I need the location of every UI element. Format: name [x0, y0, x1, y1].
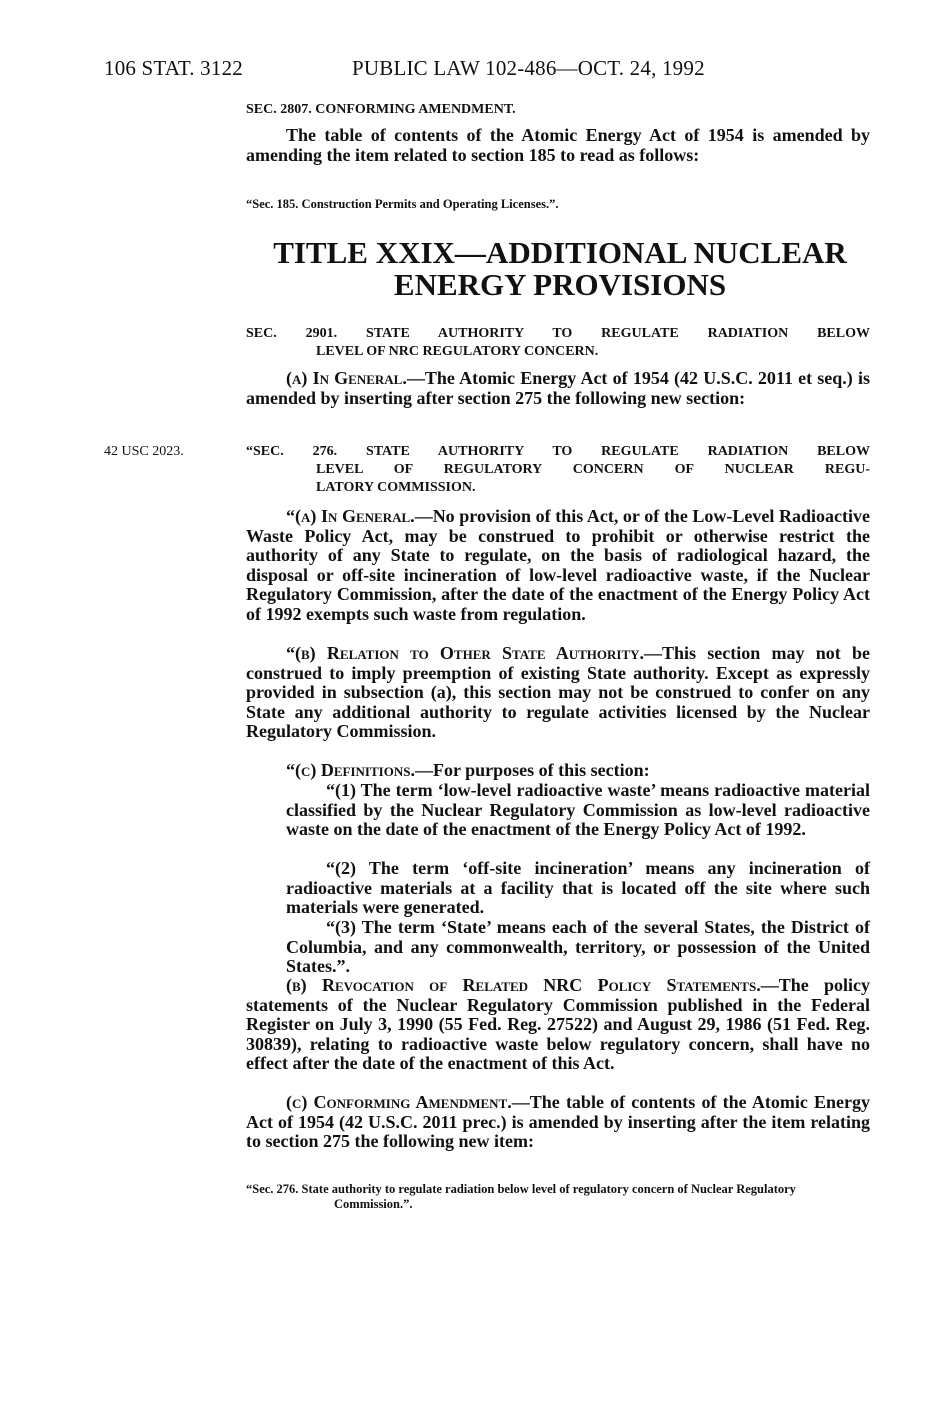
definition-1: “(1) The term ‘low-level radioactive waste’ means radioactive material classified by the Nuclear Regulatory Commission as low-level radioactive waste on the date of the enactment of the Energy Policy Act of 1992.	[286, 780, 870, 840]
revocation-subsection-b	[246, 976, 870, 1074]
title-heading-line1: TITLE XXIX—ADDITIONAL NUCLEAR	[273, 235, 847, 270]
subsection-a-text: —The Atomic Energy Act of 1954 (42 U.S.C. 2011 et seq.) is amended by inserting after section 275 the following new section:	[246, 368, 871, 408]
revocation-b-text: —The policy statements of the Nuclear Regulatory Commission published in the Federal Register on July 3, 1990 (55 Fed. Reg. 27522) and August 29, 1986 (51 Fed. Reg. 30839), relating to radioactive waste below regulatory concern, shall have no effect after the date of the enactment of this Act.	[246, 975, 870, 1074]
sec-276-c-label: “(c) Definitions.	[286, 760, 415, 780]
sec-276-subsection-a	[246, 507, 870, 625]
sec-276-heading-line1: “SEC. 276. STATE AUTHORITY TO REGULATE RADIATION BELOW	[246, 444, 870, 459]
sec-276-a-label: “(a) In General.	[286, 506, 415, 526]
definition-3: “(3) The term ‘State’ means each of the several States, the District of Columbia, and any commonwealth, territory, or possession of the United States.”.	[286, 917, 870, 977]
revocation-b-label: (b) Revocation of Related NRC Policy Statements.	[286, 975, 761, 995]
sec-276-subsection-c	[246, 761, 870, 781]
running-head-law: PUBLIC LAW 102-486—OCT. 24, 1992	[352, 56, 705, 80]
sec-276-toc-item: “Sec. 276. State authority to regulate radiation below level of regulatory concern of Nuclear Regulatory Commission.”.	[246, 1182, 796, 1211]
conforming-subsection-c	[246, 1093, 870, 1152]
sec-276-subsection-b	[246, 644, 870, 742]
conforming-c-label: (c) Conforming Amendment.	[286, 1092, 512, 1112]
page-stat-number: 106 STAT. 3122	[104, 56, 243, 80]
sec-276-heading-line3: LATORY COMMISSION.	[316, 480, 476, 495]
sec-276-b-text: —This section may not be construed to imply preemption of existing State authority. Except as expressly provided in subsection (a), this section may not be construed to confer on any State any additional authority to regulate activities licensed by the Nuclear Regulatory Commission.	[246, 643, 871, 742]
definition-2: “(2) The term ‘off-site incineration’ means any incineration of radioactive materials at a facility that is located off the site where such materials were generated.	[286, 858, 870, 918]
sec-2807-body: The table of contents of the Atomic Energy Act of 1954 is amended by amending the item related to section 185 to read as follows:	[246, 125, 870, 165]
subsection-a-label: (a) In General.	[286, 368, 407, 388]
sec-2901-heading-line2: LEVEL OF NRC REGULATORY CONCERN.	[316, 344, 599, 359]
margin-citation-note: 42 USC 2023.	[104, 444, 184, 459]
sec-276-b-label: “(b) Relation to Other State Authority.	[286, 643, 645, 663]
sec-2901-heading-line1: SEC. 2901. STATE AUTHORITY TO REGULATE RADIATION BELOW	[246, 326, 870, 341]
sec-2807-toc-item: “Sec. 185. Construction Permits and Operating Licenses.”.	[246, 197, 559, 211]
sec-276-a-text: —No provision of this Act, or of the Low-Level Radioactive Waste Policy Act, may be construed to prohibit or otherwise restrict the authority of any State to regulate, on the basis of radiological hazard, the disposal or off-site incineration of low-level radioactive waste, if the Nuclear Regulatory Commission, after the date of the enactment of the Energy Policy Act of 1992 exempts such waste from regulation.	[246, 506, 871, 624]
conforming-c-text: —The table of contents of the Atomic Energy Act of 1954 (42 U.S.C. 2011 prec.) is amended by inserting after the item relating to section 275 the following new item:	[246, 1092, 870, 1152]
title-heading-line2: ENERGY PROVISIONS	[393, 267, 727, 302]
sec-2807-heading: SEC. 2807. CONFORMING AMENDMENT.	[246, 102, 516, 117]
sec-276-c-text: —For purposes of this section:	[414, 760, 650, 780]
sec-2901-subsection-a	[246, 369, 870, 408]
sec-276-heading-line2: LEVEL OF REGULATORY CONCERN OF NUCLEAR REGU-	[316, 462, 870, 477]
